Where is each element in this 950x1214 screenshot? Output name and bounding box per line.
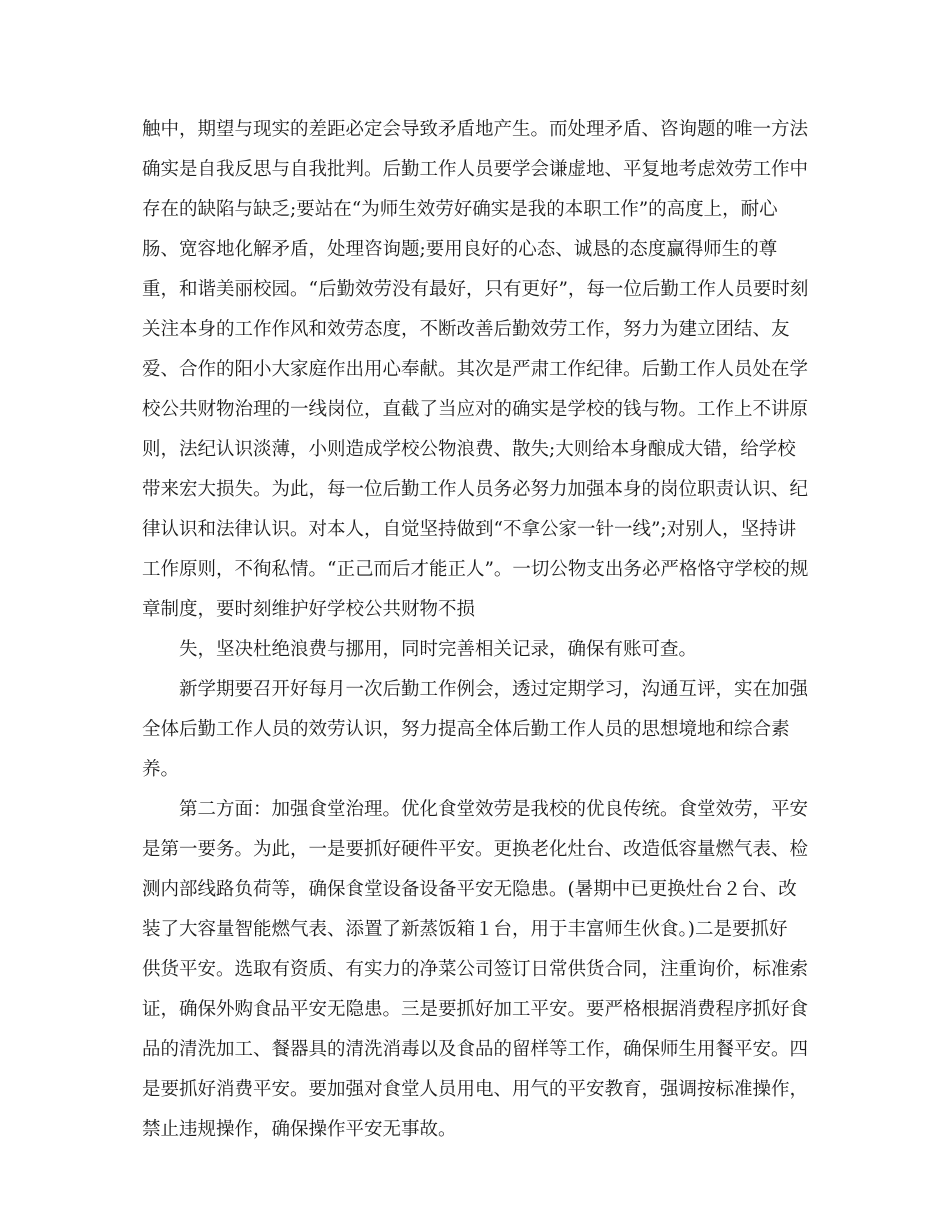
text-line: 养。 — [142, 759, 180, 780]
text-line: 存在的缺陷与缺乏;要站在“为师生效劳好确实是我的本职工作”的高度上，耐心 — [142, 199, 778, 220]
text-line: 则，法纪认识淡薄，小则造成学校公物浪费、散失;大则给本身酿成大错，给学校 — [142, 439, 796, 460]
text-line: 触中，期望与现实的差距必定会导致矛盾地产生。而处理矛盾、咨询题的唯一方法 — [142, 119, 809, 140]
text-line: 律认识和法律认识。对本人，自觉坚持做到“不拿公家一针一线”;对别人，坚持讲 — [142, 519, 797, 540]
text-line: 禁止违规操作，确保操作平安无事故。 — [142, 1119, 457, 1140]
text-line: 关注本身的工作作风和效劳态度，不断改善后勤效劳工作，努力为建立团结、友 — [142, 319, 790, 340]
paragraph-start-line: 新学期要召开好每月一次后勤工作例会，透过定期学习，沟通互评，实在加强 — [179, 679, 809, 700]
paragraph-start-line: 第二方面：加强食堂治理。优化食堂效劳是我校的优良传统。食堂效劳，平安 — [179, 799, 809, 820]
text-line: 带来宏大损失。为此，每一位后勤工作人员务必努力加强本身的岗位职责认识、纪 — [142, 479, 809, 500]
text-line: 是要抓好消费平安。要加强对食堂人员用电、用气的平安教育，强调按标准操作， — [142, 1079, 809, 1100]
text-line: 重，和谐美丽校园。“后勤效劳没有最好，只有更好”，每一位后勤工作人员要时刻 — [142, 279, 809, 300]
text-line: 失，坚决杜绝浪费与挪用，同时完善相关记录，确保有账可查。 — [179, 639, 698, 660]
text-line: 爱、合作的阳小大家庭作出用心奉献。其次是严肃工作纪律。后勤工作人员处在学 — [142, 359, 809, 380]
text-line: 供货平安。选取有资质、有实力的净菜公司签订日常供货合同，注重询价，标准索 — [142, 959, 809, 980]
text-line: 校公共财物治理的一线岗位，直截了当应对的确实是学校的钱与物。工作上不讲原 — [142, 399, 809, 420]
text-line: 肠、宽容地化解矛盾，处理咨询题;要用良好的心态、诚恳的态度赢得师生的尊 — [142, 239, 778, 260]
text-line: 是第一要务。为此，一是要抓好硬件平安。更换老化灶台、改造低容量燃气表、检 — [142, 839, 809, 860]
text-line: 证，确保外购食品平安无隐患。三是要抓好加工平安。要严格根据消费程序抓好食 — [142, 999, 809, 1020]
text-line: 品的清洗加工、餐器具的清洗消毒以及食品的留样等工作，确保师生用餐平安。四 — [142, 1039, 809, 1060]
text-line: 工作原则，不徇私情。“正己而后才能正人”。一切公物支出务必严格恪守学校的规 — [142, 559, 809, 580]
text-line: 测内部线路负荷等，确保食堂设备设备平安无隐患。(暑期中已更换灶台２台、改 — [142, 879, 797, 900]
text-line: 全体后勤工作人员的效劳认识，努力提高全体后勤工作人员的思想境地和综合素 — [142, 719, 790, 740]
text-line: 章制度，要时刻维护好学校公共财物不损 — [142, 599, 476, 620]
text-line: 装了大容量智能燃气表、添置了新蒸饭箱１台，用于丰富师生伙食。)二是要抓好 — [142, 919, 788, 940]
text-line: 确实是自我反思与自我批判。后勤工作人员要学会谦虚地、平复地考虑效劳工作中 — [142, 159, 809, 180]
